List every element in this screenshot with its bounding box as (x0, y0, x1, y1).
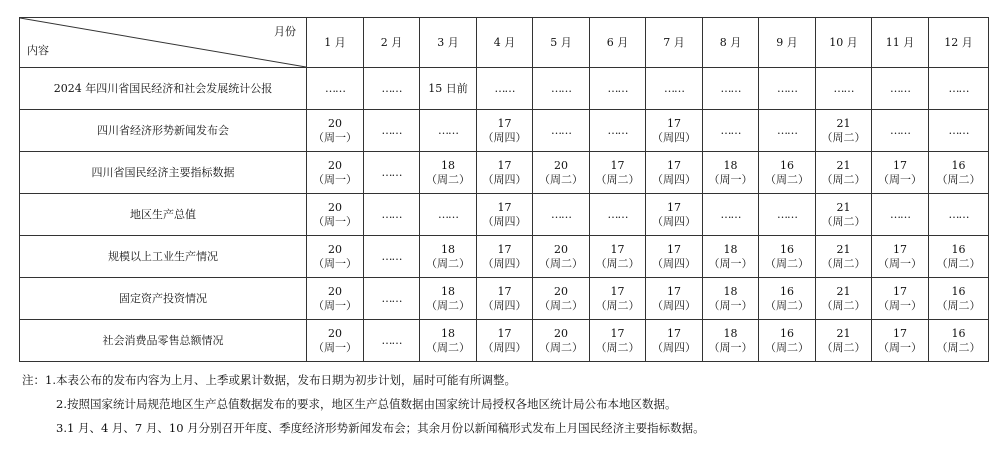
release-day: 21 (836, 326, 851, 340)
month-header: 10 月 (816, 18, 872, 68)
weekday: （周二） (426, 340, 470, 354)
release-day: 21 (836, 242, 851, 256)
release-day: 17 (497, 326, 512, 340)
schedule-cell (477, 278, 533, 320)
weekday: （周一） (878, 298, 922, 312)
month-header: 2 月 (364, 18, 420, 68)
month-header: 9 月 (759, 18, 816, 68)
schedule-cell (872, 194, 929, 236)
row-label: 2024 年四川省国民经济和社会发展统计公报 (20, 68, 307, 110)
schedule-cell (703, 68, 759, 110)
schedule-cell (364, 236, 420, 278)
corner-content-label: 内容 (27, 44, 49, 57)
cell-text: …… (551, 207, 571, 221)
weekday: （周二） (426, 256, 470, 270)
weekday: （周一） (878, 172, 922, 186)
schedule-cell (703, 320, 759, 362)
footnote-1: 注：1.本表公布的发布内容为上月、上季或累计数据，发布日期为初步计划，届时可能有所调整。 (22, 373, 516, 387)
weekday: （周二） (821, 172, 866, 186)
weekday: （周二） (936, 172, 981, 186)
weekday: （周二） (539, 256, 583, 270)
cell-text: …… (607, 81, 628, 95)
weekday: （周四） (652, 340, 696, 354)
cell-text: …… (948, 207, 969, 221)
schedule-cell (759, 68, 816, 110)
schedule-cell (590, 236, 646, 278)
schedule-cell (307, 236, 364, 278)
weekday: （周二） (595, 298, 640, 312)
month-header: 1 月 (307, 18, 364, 68)
header-row (20, 18, 989, 68)
schedule-cell (872, 152, 929, 194)
weekday: （周四） (482, 214, 527, 228)
month-header: 12 月 (929, 18, 989, 68)
schedule-cell (420, 152, 477, 194)
cell-text: …… (381, 333, 402, 347)
weekday: （周四） (652, 214, 696, 228)
schedule-cell (477, 68, 533, 110)
cell-text: …… (720, 207, 741, 221)
footnotes (22, 368, 705, 440)
schedule-cell (590, 320, 646, 362)
schedule-cell (646, 68, 703, 110)
schedule-cell (420, 236, 477, 278)
schedule-cell (533, 194, 590, 236)
schedule-cell (307, 152, 364, 194)
release-day: 20 (554, 242, 568, 256)
table-row (20, 152, 989, 194)
weekday: （周一） (708, 298, 753, 312)
schedule-cell (364, 320, 420, 362)
release-day: 17 (497, 242, 512, 256)
month-header: 3 月 (420, 18, 477, 68)
release-day: 17 (667, 200, 681, 214)
weekday: （周二） (936, 256, 981, 270)
release-day: 16 (780, 326, 794, 340)
cell-text: …… (720, 81, 741, 95)
cell-text: …… (381, 207, 402, 221)
schedule-cell (590, 68, 646, 110)
cell-text: …… (381, 249, 402, 263)
schedule-cell (533, 110, 590, 152)
schedule-cell (703, 236, 759, 278)
cell-text: …… (551, 81, 571, 95)
schedule-cell (929, 320, 989, 362)
schedule-cell (477, 194, 533, 236)
schedule-cell (420, 110, 477, 152)
release-day: 16 (951, 326, 966, 340)
schedule-cell (646, 194, 703, 236)
schedule-cell (816, 110, 872, 152)
diagonal-divider (20, 18, 306, 67)
weekday: （周二） (936, 298, 981, 312)
schedule-cell (929, 152, 989, 194)
schedule-cell (364, 194, 420, 236)
schedule-cell (364, 110, 420, 152)
footnote-3: 3.1 月、4 月、7 月、10 月分别召开年度、季度经济形势新闻发布会；其余月份以新闻稿形式发布上月国民经济主要指标数据。 (56, 421, 705, 435)
release-day: 16 (951, 284, 966, 298)
schedule-cell (420, 278, 477, 320)
release-day: 18 (441, 284, 455, 298)
schedule-cell (816, 194, 872, 236)
cell-text: …… (664, 81, 684, 95)
schedule-cell (646, 152, 703, 194)
schedule-cell (816, 68, 872, 110)
schedule-cell (759, 194, 816, 236)
release-day: 16 (780, 242, 794, 256)
release-day: 17 (667, 326, 681, 340)
row-label: 固定资产投资情况 (20, 278, 307, 320)
release-day: 17 (667, 242, 681, 256)
table-row (20, 68, 989, 110)
weekday: （周二） (821, 340, 866, 354)
schedule-cell (646, 320, 703, 362)
row-label: 社会消费品零售总额情况 (20, 320, 307, 362)
schedule-cell (703, 110, 759, 152)
cell-text: …… (720, 123, 741, 137)
weekday: （周二） (821, 298, 866, 312)
month-header: 8 月 (703, 18, 759, 68)
weekday: （周四） (482, 340, 527, 354)
weekday: （周一） (313, 256, 357, 270)
table-row (20, 194, 989, 236)
row-label: 四川省国民经济主要指标数据 (20, 152, 307, 194)
release-day: 21 (836, 284, 851, 298)
release-day: 17 (667, 116, 681, 130)
release-day: 18 (441, 242, 455, 256)
schedule-cell (477, 320, 533, 362)
release-day: 18 (723, 242, 738, 256)
schedule-cell (590, 110, 646, 152)
weekday: （周二） (539, 340, 583, 354)
table-row (20, 278, 989, 320)
schedule-cell (929, 110, 989, 152)
schedule-cell (364, 68, 420, 110)
release-day: 20 (328, 242, 342, 256)
schedule-cell (816, 152, 872, 194)
release-day: 21 (836, 158, 851, 172)
weekday: （周二） (936, 340, 981, 354)
weekday: （周一） (313, 214, 357, 228)
schedule-cell (759, 236, 816, 278)
month-header: 6 月 (590, 18, 646, 68)
release-day: 20 (554, 284, 568, 298)
schedule-cell (703, 194, 759, 236)
weekday: （周一） (878, 256, 922, 270)
schedule-cell (929, 68, 989, 110)
cell-text: …… (777, 207, 797, 221)
weekday: （周二） (765, 172, 809, 186)
release-day: 18 (723, 284, 738, 298)
table-row (20, 110, 989, 152)
corner-month-label: 月份 (274, 25, 296, 38)
row-label: 规模以上工业生产情况 (20, 236, 307, 278)
schedule-cell (364, 278, 420, 320)
weekday: （周二） (539, 298, 583, 312)
release-day: 17 (667, 158, 681, 172)
schedule-cell (929, 278, 989, 320)
schedule-cell (307, 68, 364, 110)
schedule-cell (364, 152, 420, 194)
weekday: （周一） (313, 172, 357, 186)
schedule-cell (703, 152, 759, 194)
schedule-cell (307, 110, 364, 152)
weekday: （周四） (482, 256, 527, 270)
release-day: 21 (836, 200, 851, 214)
schedule-cell (872, 110, 929, 152)
schedule-cell (816, 320, 872, 362)
weekday: （周四） (482, 298, 527, 312)
footnote-2: 2.按照国家统计局规范地区生产总值数据发布的要求，地区生产总值数据由国家统计局授权各地区统计局公布本地区数据。 (56, 397, 677, 411)
schedule-cell (533, 68, 590, 110)
cell-text: …… (890, 123, 910, 137)
cell-text: …… (948, 81, 969, 95)
cell-text: 15 日前 (428, 81, 468, 95)
release-day: 18 (723, 326, 738, 340)
release-day: 20 (554, 326, 568, 340)
release-day: 17 (893, 326, 907, 340)
schedule-cell (307, 278, 364, 320)
schedule-cell (590, 278, 646, 320)
schedule-cell (420, 194, 477, 236)
schedule-cell (533, 236, 590, 278)
cell-text: …… (890, 207, 910, 221)
release-day: 17 (610, 326, 625, 340)
schedule-cell (590, 152, 646, 194)
schedule-cell (533, 152, 590, 194)
cell-text: …… (890, 81, 910, 95)
weekday: （周二） (765, 256, 809, 270)
release-day: 17 (610, 158, 625, 172)
release-day: 20 (328, 158, 342, 172)
cell-text: …… (381, 165, 402, 179)
cell-text: …… (381, 291, 402, 305)
schedule-cell (872, 68, 929, 110)
weekday: （周二） (765, 298, 809, 312)
release-day: 17 (893, 242, 907, 256)
weekday: （周四） (652, 256, 696, 270)
schedule-cell (759, 320, 816, 362)
release-day: 17 (497, 200, 512, 214)
release-day: 18 (441, 326, 455, 340)
release-day: 20 (328, 326, 342, 340)
release-day: 20 (328, 284, 342, 298)
schedule-cell (929, 194, 989, 236)
cell-text: …… (494, 81, 515, 95)
cell-text: …… (381, 81, 402, 95)
table-row (20, 236, 989, 278)
schedule-cell (646, 278, 703, 320)
schedule-cell (477, 236, 533, 278)
cell-text: …… (325, 81, 345, 95)
month-header: 5 月 (533, 18, 590, 68)
schedule-cell (477, 110, 533, 152)
weekday: （周二） (765, 340, 809, 354)
weekday: （周二） (426, 298, 470, 312)
cell-text: …… (438, 123, 458, 137)
weekday: （周一） (313, 340, 357, 354)
release-day: 17 (497, 158, 512, 172)
weekday: （周四） (652, 172, 696, 186)
schedule-cell (307, 320, 364, 362)
month-header: 4 月 (477, 18, 533, 68)
weekday: （周二） (595, 340, 640, 354)
release-day: 17 (667, 284, 681, 298)
release-day: 17 (893, 158, 907, 172)
weekday: （周四） (482, 172, 527, 186)
weekday: （周二） (821, 130, 866, 144)
weekday: （周一） (878, 340, 922, 354)
corner-header-cell (20, 18, 307, 68)
schedule-cell (929, 236, 989, 278)
weekday: （周二） (595, 172, 640, 186)
schedule-cell (872, 236, 929, 278)
schedule-cell (816, 236, 872, 278)
cell-text: …… (551, 123, 571, 137)
weekday: （周四） (652, 298, 696, 312)
table-row (20, 320, 989, 362)
schedule-cell (646, 236, 703, 278)
cell-text: …… (777, 123, 797, 137)
schedule-cell (307, 194, 364, 236)
release-day: 17 (497, 284, 512, 298)
cell-text: …… (438, 207, 458, 221)
weekday: （周一） (313, 130, 357, 144)
schedule-cell (533, 320, 590, 362)
schedule-cell (590, 194, 646, 236)
release-schedule-table (19, 17, 989, 362)
release-day: 17 (497, 116, 512, 130)
weekday: （周二） (595, 256, 640, 270)
weekday: （周一） (708, 172, 753, 186)
cell-text: …… (833, 81, 854, 95)
cell-text: …… (948, 123, 969, 137)
schedule-cell (872, 278, 929, 320)
schedule-cell (816, 278, 872, 320)
release-day: 20 (328, 200, 342, 214)
release-day: 16 (951, 242, 966, 256)
release-day: 16 (951, 158, 966, 172)
release-day: 21 (836, 116, 851, 130)
weekday: （周一） (708, 256, 753, 270)
schedule-cell (646, 110, 703, 152)
weekday: （周四） (482, 130, 527, 144)
cell-text: …… (381, 123, 402, 137)
schedule-cell (759, 110, 816, 152)
weekday: （周一） (708, 340, 753, 354)
month-header: 11 月 (872, 18, 929, 68)
release-day: 18 (723, 158, 738, 172)
weekday: （周二） (821, 256, 866, 270)
month-header: 7 月 (646, 18, 703, 68)
weekday: （周二） (539, 172, 583, 186)
schedule-cell (420, 68, 477, 110)
release-day: 16 (780, 284, 794, 298)
release-day: 20 (328, 116, 342, 130)
schedule-cell (759, 152, 816, 194)
release-day: 17 (893, 284, 907, 298)
weekday: （周二） (821, 214, 866, 228)
weekday: （周一） (313, 298, 357, 312)
schedule-cell (477, 152, 533, 194)
release-day: 16 (780, 158, 794, 172)
schedule-cell (759, 278, 816, 320)
release-day: 20 (554, 158, 568, 172)
cell-text: …… (777, 81, 797, 95)
schedule-cell (420, 320, 477, 362)
schedule-cell (703, 278, 759, 320)
row-label: 地区生产总值 (20, 194, 307, 236)
row-label: 四川省经济形势新闻发布会 (20, 110, 307, 152)
schedule-cell (533, 278, 590, 320)
release-day: 18 (441, 158, 455, 172)
weekday: （周二） (426, 172, 470, 186)
weekday: （周四） (652, 130, 696, 144)
schedule-cell (872, 320, 929, 362)
cell-text: …… (607, 207, 628, 221)
release-day: 17 (610, 242, 625, 256)
cell-text: …… (607, 123, 628, 137)
release-day: 17 (610, 284, 625, 298)
